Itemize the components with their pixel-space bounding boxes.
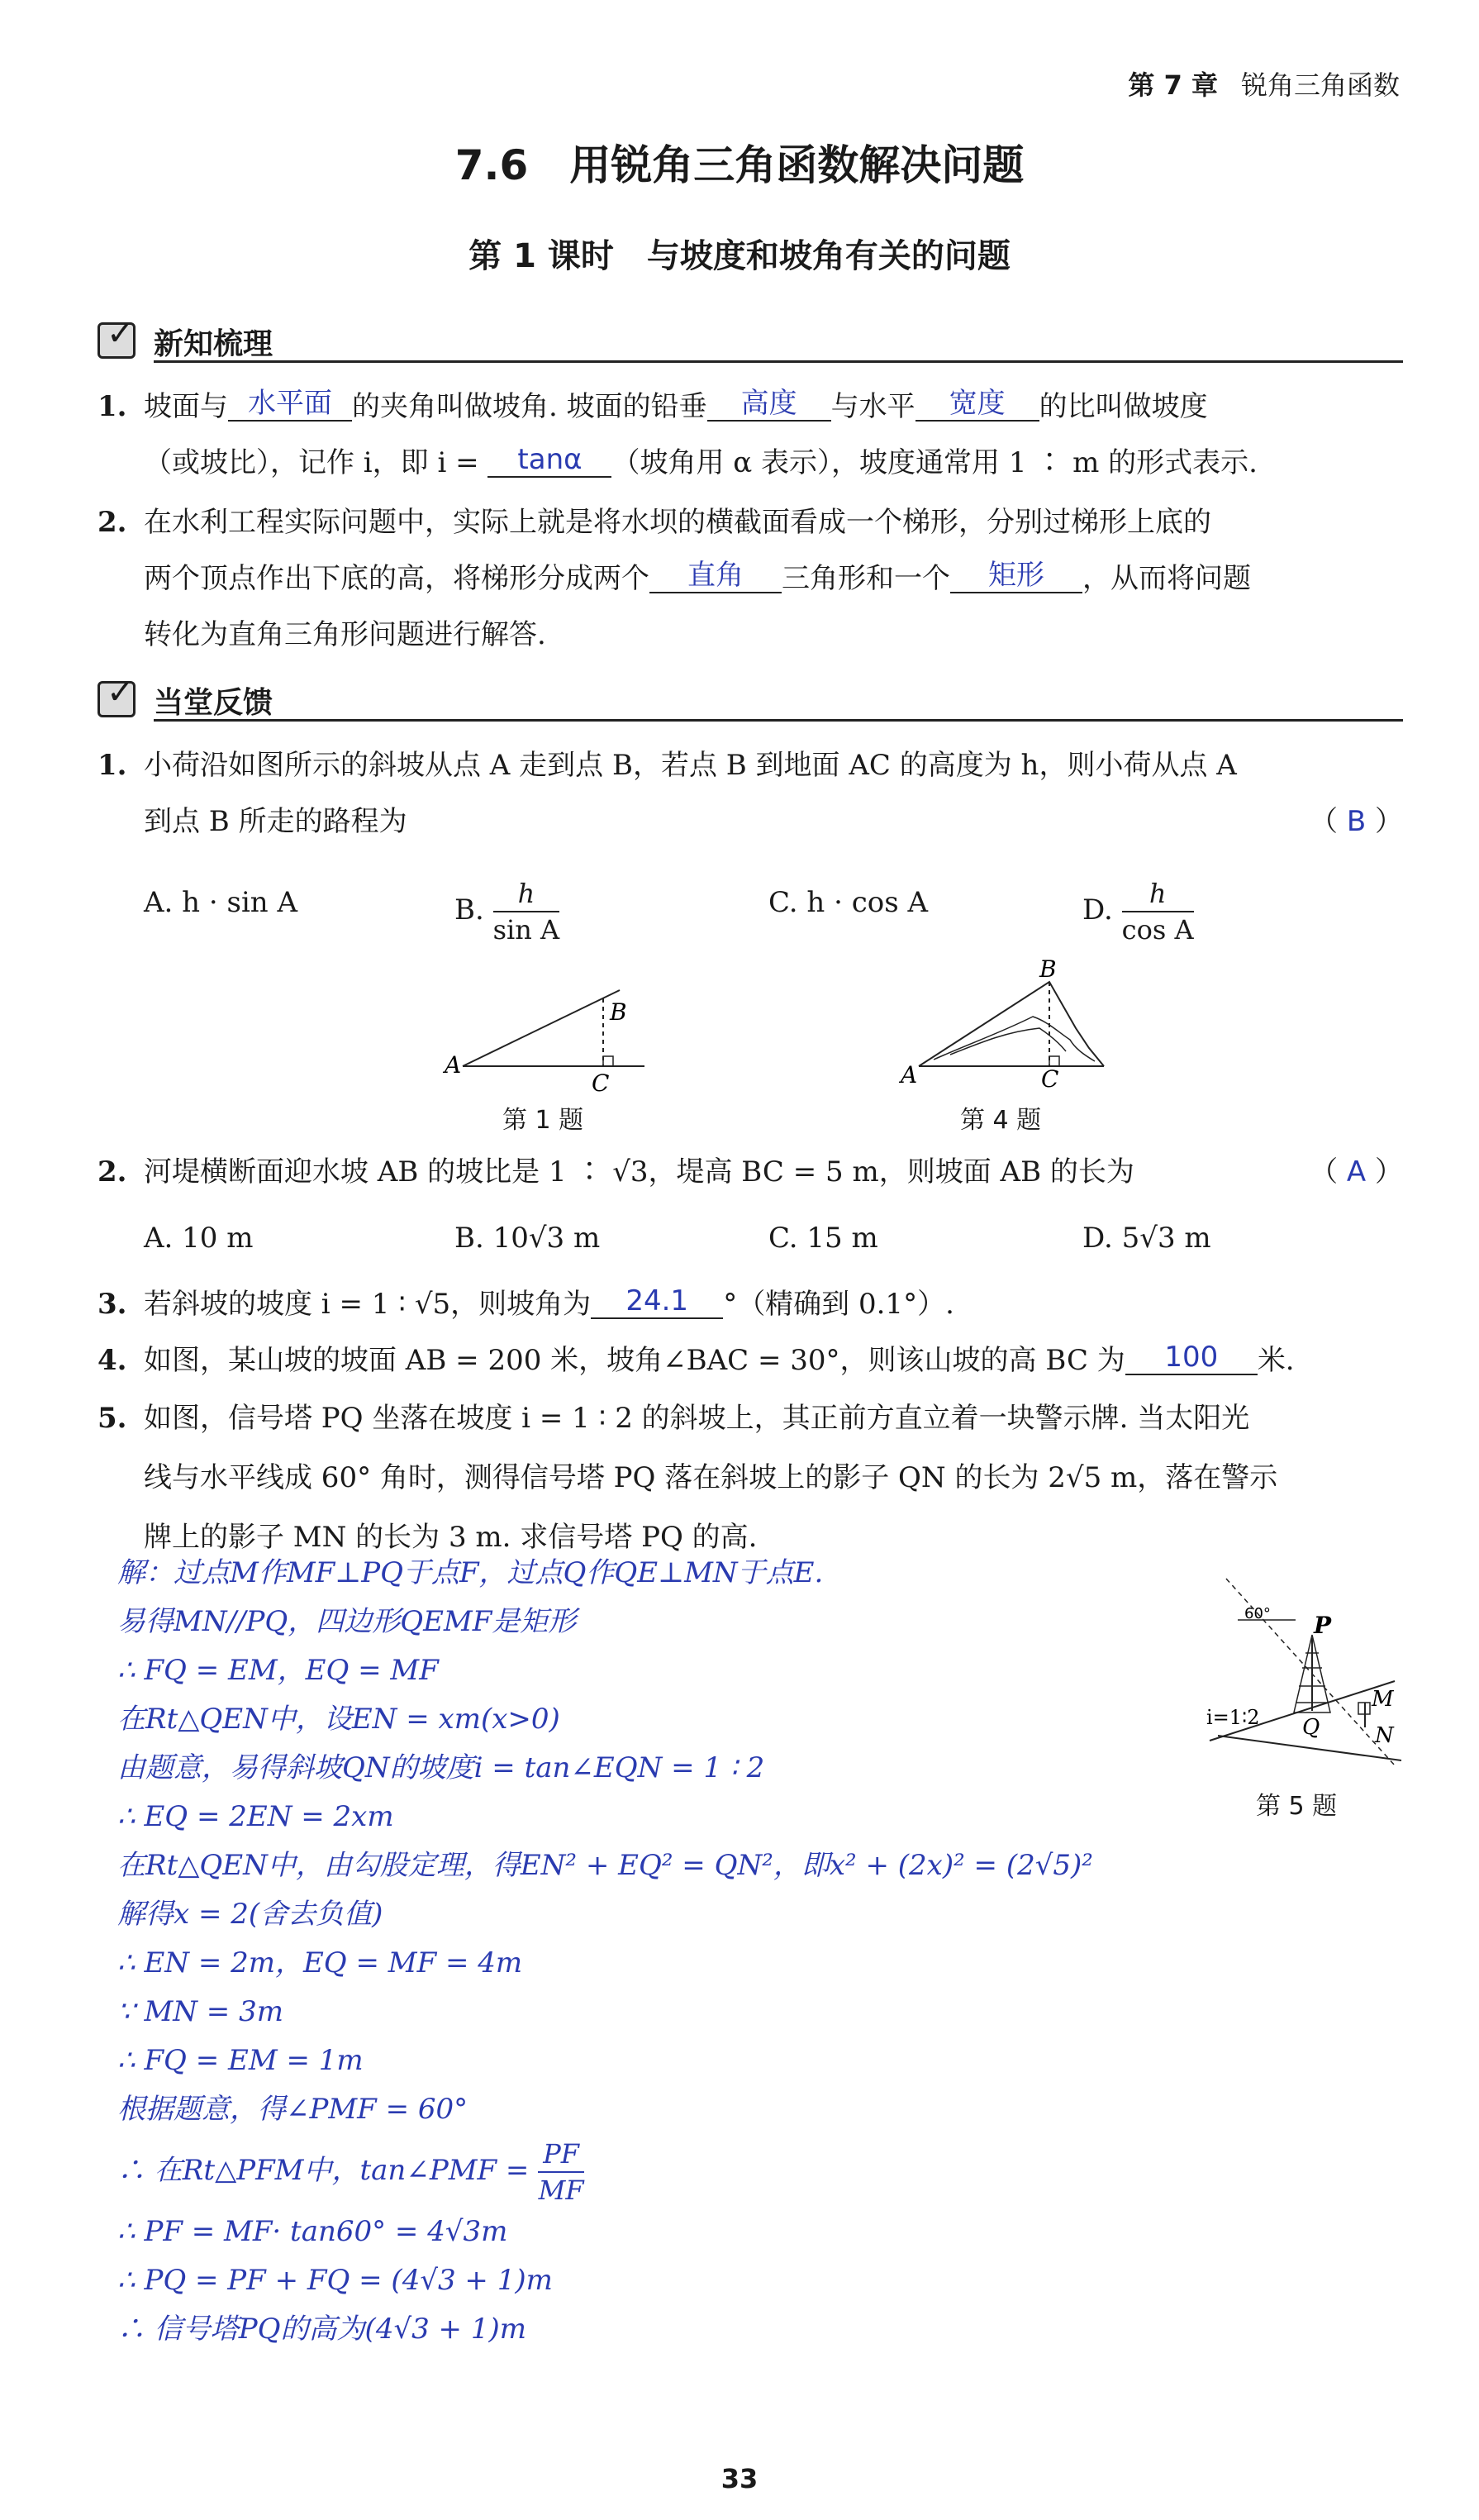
solution-line: ∴ 在Rt△PFM中，tan∠PMF = $\frac{PF}{MF}$ [117, 2138, 584, 2206]
label-b: B [1039, 955, 1057, 983]
question-1-2: 2. 在水利工程实际问题中，实际上就是将水坝的横截面看成一个梯形，分别过梯形上底的 两个顶点作出下底的高，将梯形分成两个 直角 三角形和一个 矩形 ，从而将问题 转化为直角三角形问题进行解答. [97, 506, 1251, 651]
option-c: C. 15 m [768, 1222, 878, 1255]
answer-blank: 高度 [707, 387, 831, 422]
answer-blank: 直角 [649, 559, 782, 593]
label-b: B [610, 998, 627, 1026]
chapter-number: 第 7 章 [1128, 69, 1218, 101]
figure-1-caption: 第 1 题 [502, 1106, 584, 1135]
question-1-1: 1. 坡面与 水平面 的夹角叫做坡角. 坡面的铅垂 高度 与水平 宽度 的比叫做坡度 （或坡比），记作 i，即 i = tanα （坡角用 α 表示），坡度通常用 1 ∶ m 的形式表示. [97, 387, 1258, 479]
chapter-header [1128, 64, 1400, 102]
angle-label: 60° [1244, 1605, 1271, 1622]
solution-line: 在Rt△QEN中，设EN = xm(x>0) [117, 1703, 560, 1736]
label-q: Q [1302, 1715, 1320, 1740]
answer-blank: 水平面 [228, 387, 352, 422]
solution-line: 解得x = 2(舍去负值) [117, 1898, 383, 1931]
options-2-2 [144, 1222, 1400, 1263]
figure-5-caption: 第 5 题 [1256, 1792, 1338, 1821]
option-a: A. 10 m [144, 1222, 254, 1255]
solution-line: 易得MN//PQ，四边形QEMF是矩形 [117, 1605, 577, 1638]
solution-line: ∵ MN = 3m [117, 1995, 283, 2028]
section-heading-new-knowledge: ✓ 新知梳理 [97, 321, 1403, 362]
slope-line [463, 990, 620, 1066]
label-a: A [445, 1051, 462, 1079]
label-c: C [592, 1069, 610, 1097]
solution-line: ∴ FQ = EM，EQ = MF [117, 1654, 439, 1687]
section-rule [154, 360, 1403, 363]
question-2-1: 1. 小荷沿如图所示的斜坡从点 A 走到点 B，若点 B 到地面 AC 的高度为 h，则小荷从点 A 到点 B 所走的路程为 （ B ） [97, 749, 1403, 838]
option-a: A. h · sin A [144, 886, 298, 919]
slope-label: i=1∶2 [1206, 1706, 1260, 1729]
label-c: C [1041, 1065, 1059, 1093]
section-rule [154, 719, 1403, 722]
solution-line: ∴ EQ = 2EN = 2xm [117, 1800, 394, 1833]
page-number: 33 [720, 2463, 759, 2494]
answer-blank: 24.1 [591, 1284, 723, 1319]
solution-line: 在Rt△QEN中，由勾股定理，得EN² + EQ² = QN²，即x² + (2x)² = (2√5)² [117, 1849, 1093, 1882]
page-subtitle: 第 1 课时 与坡度和坡角有关的问题 [468, 237, 1011, 275]
solution-line: ∴ EN = 2m，EQ = MF = 4m [117, 1946, 523, 1979]
solution-line: 根据题意，得∠PMF = 60° [117, 2093, 468, 2126]
answer-blank: 宽度 [915, 387, 1039, 422]
figure-4-caption: 第 4 题 [960, 1106, 1042, 1135]
label-p: P [1314, 1612, 1332, 1639]
question-2-4: 4. 如图，某山坡的坡面 AB = 200 米，坡角∠BAC = 30°，则该山坡的高 BC 为 100 米. [97, 1341, 1295, 1377]
label-m: M [1372, 1687, 1394, 1712]
solution-line: 解：过点M作MF⊥PQ于点F，过点Q作QE⊥MN于点E. [117, 1556, 824, 1589]
solution-block [117, 1549, 1191, 2354]
question-2-3: 3. 若斜坡的坡度 i = 1 ∶ √5，则坡角为 24.1 °（精确到 0.1°）. [97, 1284, 954, 1321]
section-heading-feedback: ✓ 当堂反馈 [97, 679, 1403, 721]
option-c: C. h · cos A [768, 886, 929, 919]
checkbox-icon [97, 681, 136, 717]
figure-5-signal-tower [1198, 1570, 1413, 1777]
solution-line: ∴ 信号塔PQ的高为(4√3 + 1)m [117, 2313, 526, 2346]
option-d: D. 5√3 m [1082, 1222, 1211, 1255]
answer-blank: tanα [487, 443, 611, 478]
solution-line: ∴ FQ = EM = 1m [117, 2044, 364, 2077]
label-a: A [901, 1061, 918, 1089]
figure-1-slope [430, 975, 678, 1097]
options-2-1 [144, 876, 1400, 946]
option-b: B. $\frac{h}{\text{sin A}}$ [454, 878, 560, 946]
question-2-5: 5. 如图，信号塔 PQ 坐落在坡度 i = 1 ∶ 2 的斜坡上，其正前方直立着一块警示牌. 当太阳光 线与水平线成 60° 角时，测得信号塔 PQ 落在斜坡上的影子 QN 的长为 2√5 m，落在警示 牌上的影子 MN 的长为 3 m. 求信号塔 PQ 的高. [97, 1402, 1278, 1554]
choice-answer: B [1346, 805, 1367, 838]
right-angle-mark [603, 1056, 613, 1066]
answer-blank: 矩形 [950, 559, 1082, 593]
solution-line: 由题意，易得斜坡QN的坡度i = tan∠EQN = 1 ∶ 2 [117, 1751, 765, 1784]
page-title: 7.6 用锐角三角函数解决问题 [454, 141, 1025, 189]
question-2-2: 2. 河堤横断面迎水坡 AB 的坡比是 1 ∶ √3，堤高 BC = 5 m，则坡面 AB 的长为 （ A ） [97, 1155, 1403, 1189]
label-n: N [1375, 1723, 1394, 1748]
chapter-title: 锐角三角函数 [1240, 69, 1400, 101]
choice-answer: A [1346, 1155, 1367, 1189]
option-b: B. 10√3 m [454, 1222, 601, 1255]
option-d: D. $\frac{h}{\text{cos A}}$ [1082, 878, 1194, 946]
answer-blank: 100 [1125, 1341, 1258, 1375]
mountain-contour [934, 1017, 1095, 1061]
solution-line: ∴ PF = MF· tan60° = 4√3m [117, 2215, 508, 2248]
solution-line: ∴ PQ = PF + FQ = (4√3 + 1)m [117, 2264, 553, 2297]
checkbox-icon [97, 322, 136, 359]
figure-4-mountain [901, 955, 1115, 1093]
